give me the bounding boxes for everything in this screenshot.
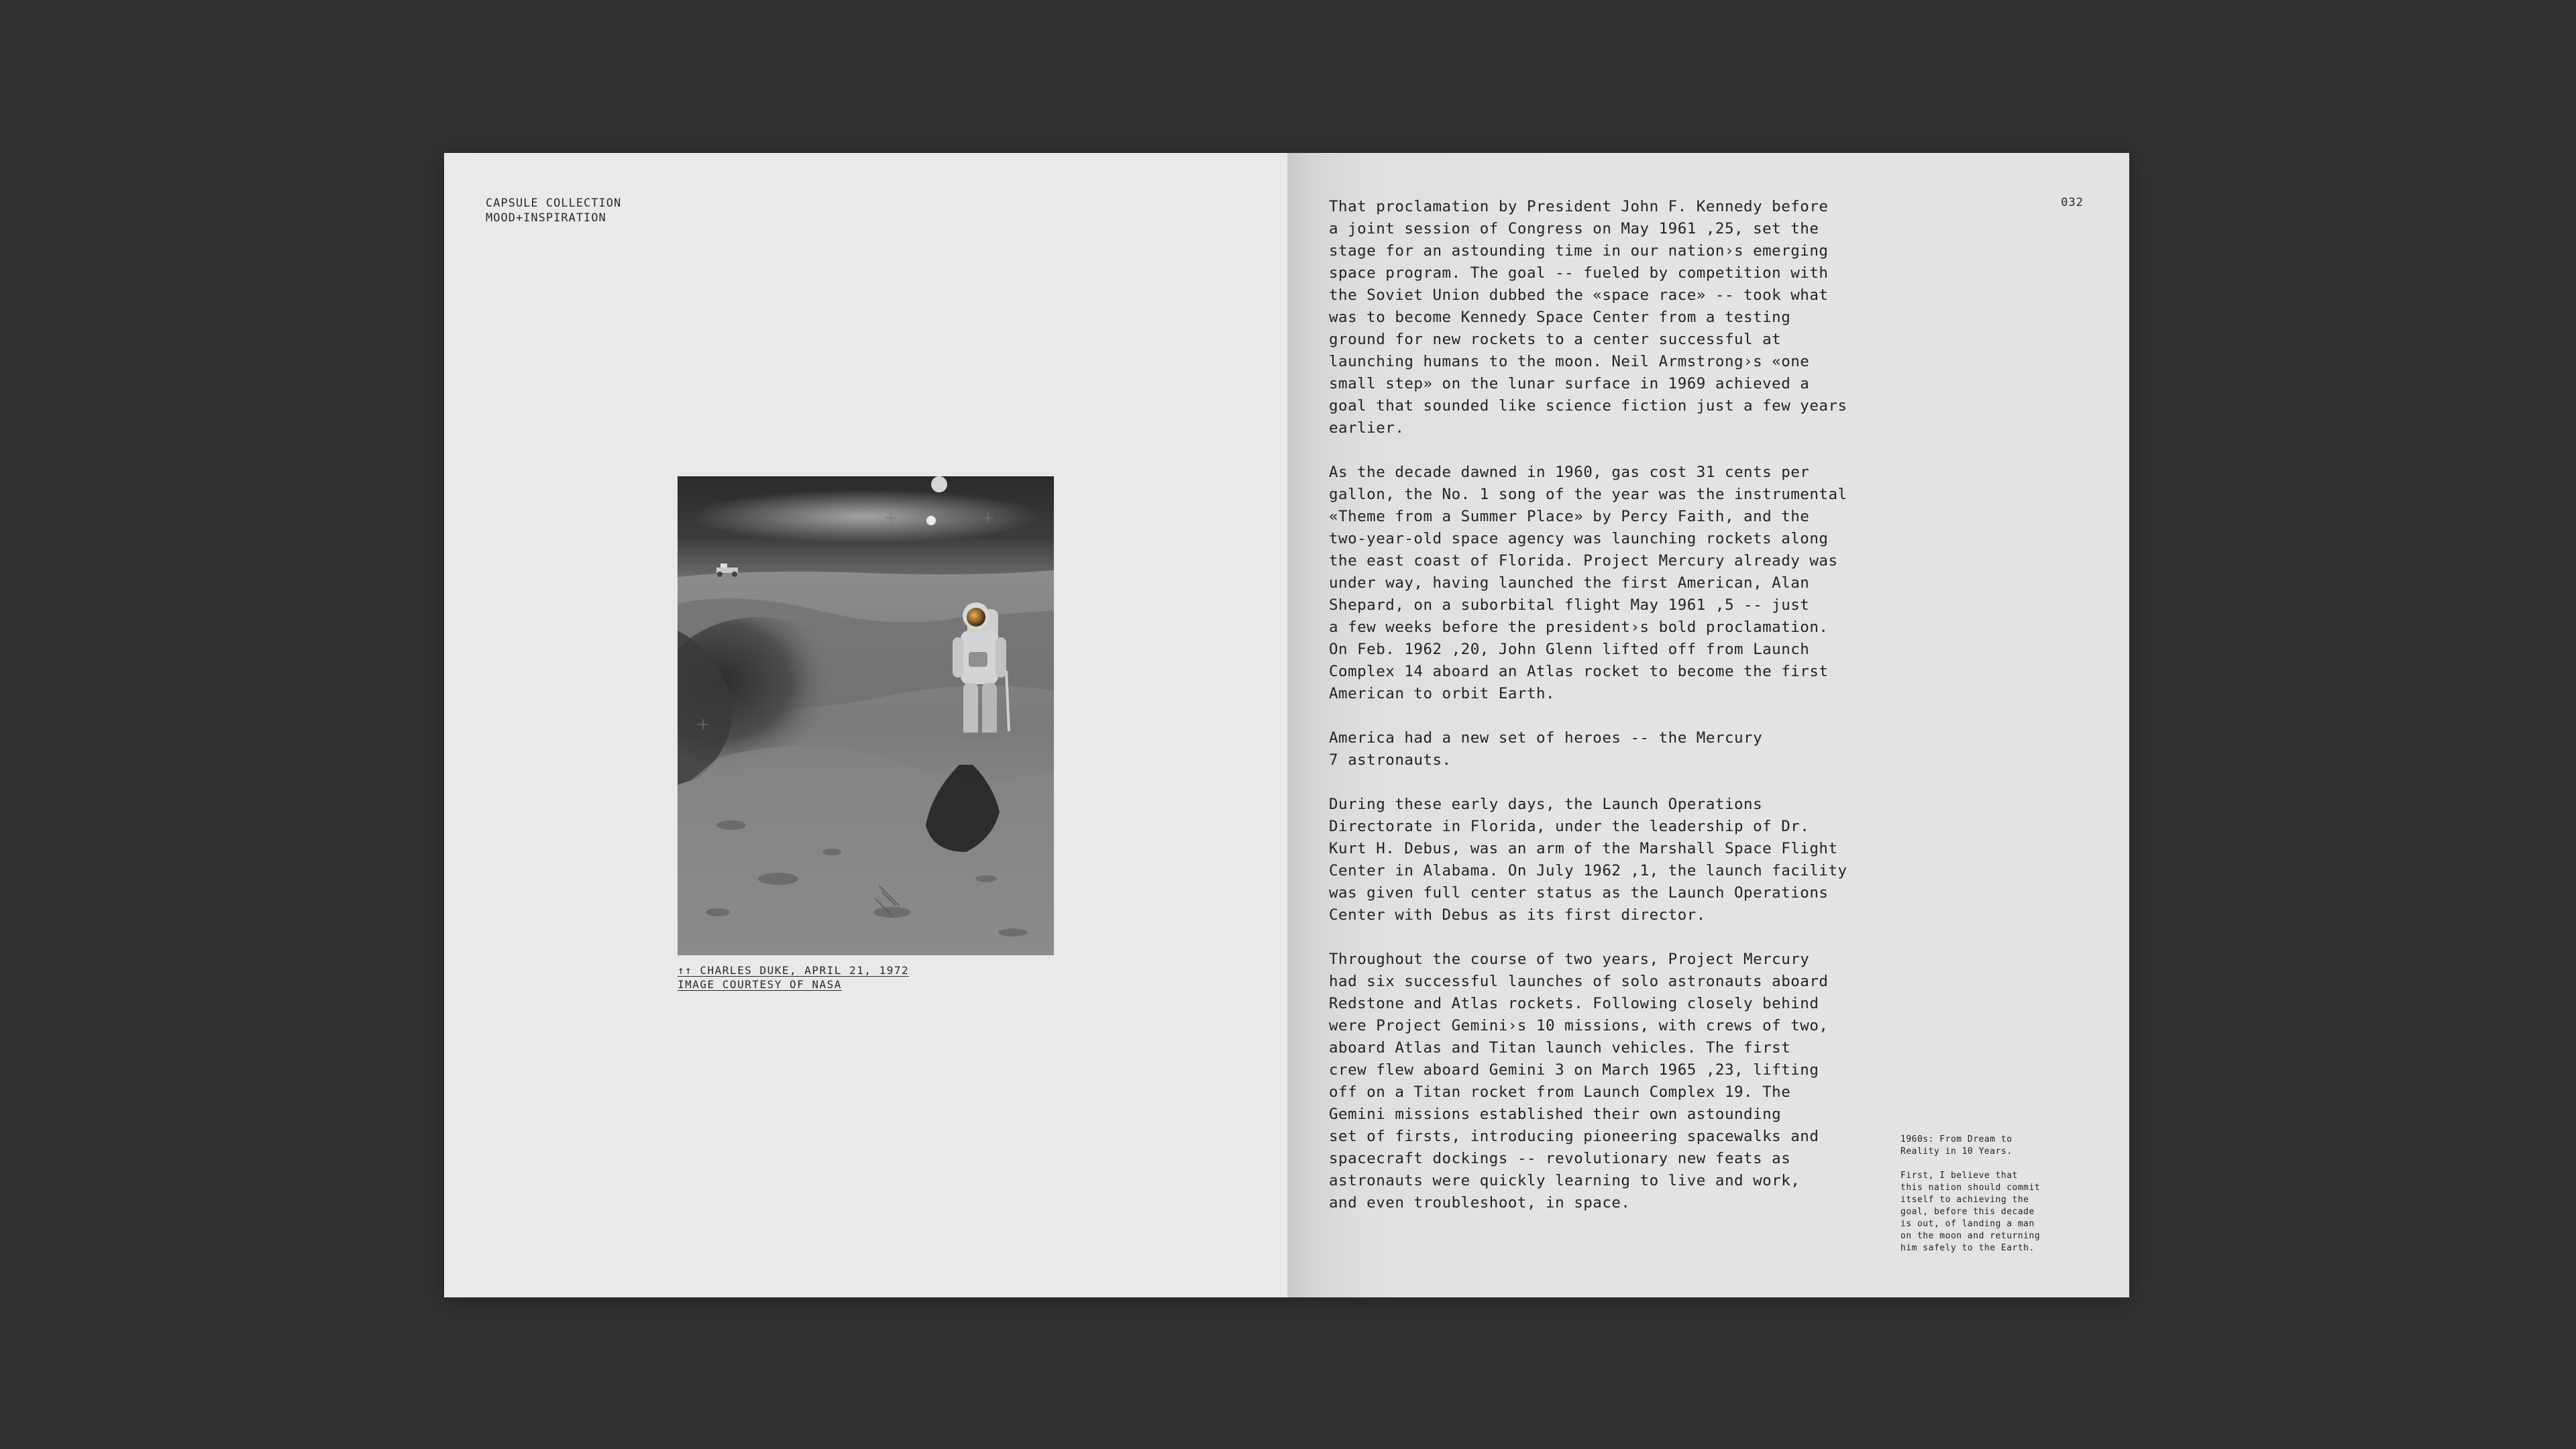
paragraph: As the decade dawned in 1960, gas cost 31 cents per gallon, the No. 1 song of the year was the instrumental «Theme from a Summer Place» by Percy Faith, and the two-year-old space agency was launching rockets along the east coast of Florida. Project Mercury already was under way, having launched the first American, Alan Shepard, on a suborbital flight May 1961 ,5 -- just a few weeks before the president›s bold proclamation. On Feb. 1962 ,20, John Glenn lifted off from Launch Complex 14 aboard an Atlas rocket to become the first American to orbit Earth. xyxy=(1329,464,1847,702)
paragraph: That proclamation by President John F. Kennedy before a joint session of Congress on May 1961 ,25, set the stage for an astounding time in our nation›s emerging space program. The goal -- fueled by competition with the Soviet Union dubbed the «space race» -- took what was to become Kennedy Space Center from a testing ground for new rockets to a center successful at launching humans to the moon. Neil Armstrong›s «one small step» on the lunar surface in 1969 achieved a goal that sounded like science fiction just a few years earlier. xyxy=(1329,198,1847,437)
sidenote xyxy=(1900,1134,2075,1267)
moon-astronaut-photo xyxy=(678,476,1054,955)
article-body xyxy=(1329,196,1879,1236)
left-page xyxy=(444,153,1287,1297)
header-line-collection: CAPSULE COLLECTION xyxy=(486,197,622,210)
sidenote-title: 1960s: From Dream to Reality in 10 Years. xyxy=(1900,1134,2012,1157)
section-header xyxy=(486,196,621,225)
paragraph: During these early days, the Launch Operations Directorate in Florida, under the leadership of Dr. Kurt H. Debus, was an arm of the Marshall Space Flight Center in Alabama. On July 1962 ,1, the launch facility was given full center status as the Launch Operations Center with Debus as its first director. xyxy=(1329,796,1847,924)
caption-credit: ↑↑ CHARLES DUKE, APRIL 21, 1972 xyxy=(678,964,910,977)
header-line-mood: MOOD+INSPIRATION xyxy=(486,211,606,225)
caption-source: IMAGE COURTESY OF NASA xyxy=(678,978,842,991)
sidenote-quote: First, I believe that this nation should commit itself to achieving the goal, before this decade is out, of landing a man on the moon and returning him safely to the Earth. xyxy=(1900,1171,2041,1253)
right-page xyxy=(1287,153,2129,1297)
photo-caption xyxy=(678,963,909,991)
page-number: 032 xyxy=(2061,196,2084,209)
paragraph: Throughout the course of two years, Project Mercury had six successful launches of solo astronauts aboard Redstone and Atlas rockets. Following closely behind were Project Gemini›s 10 missions, with crews of two, aboard Atlas and Titan launch vehicles. The first crew flew aboard Gemini 3 on March 1965 ,23, lifting off on a Titan rocket from Launch Complex 19. The Gemini missions established their own astounding set of firsts, introducing pioneering spacewalks and spacecraft dockings -- revolutionary new feats as astronauts were quickly learning to live and work, and even troubleshoot, in space. xyxy=(1329,951,1829,1212)
photo-illustration xyxy=(678,476,1054,955)
paragraph: America had a new set of heroes -- the Mercury 7 astronauts. xyxy=(1329,729,1763,769)
magazine-spread xyxy=(444,153,2129,1297)
